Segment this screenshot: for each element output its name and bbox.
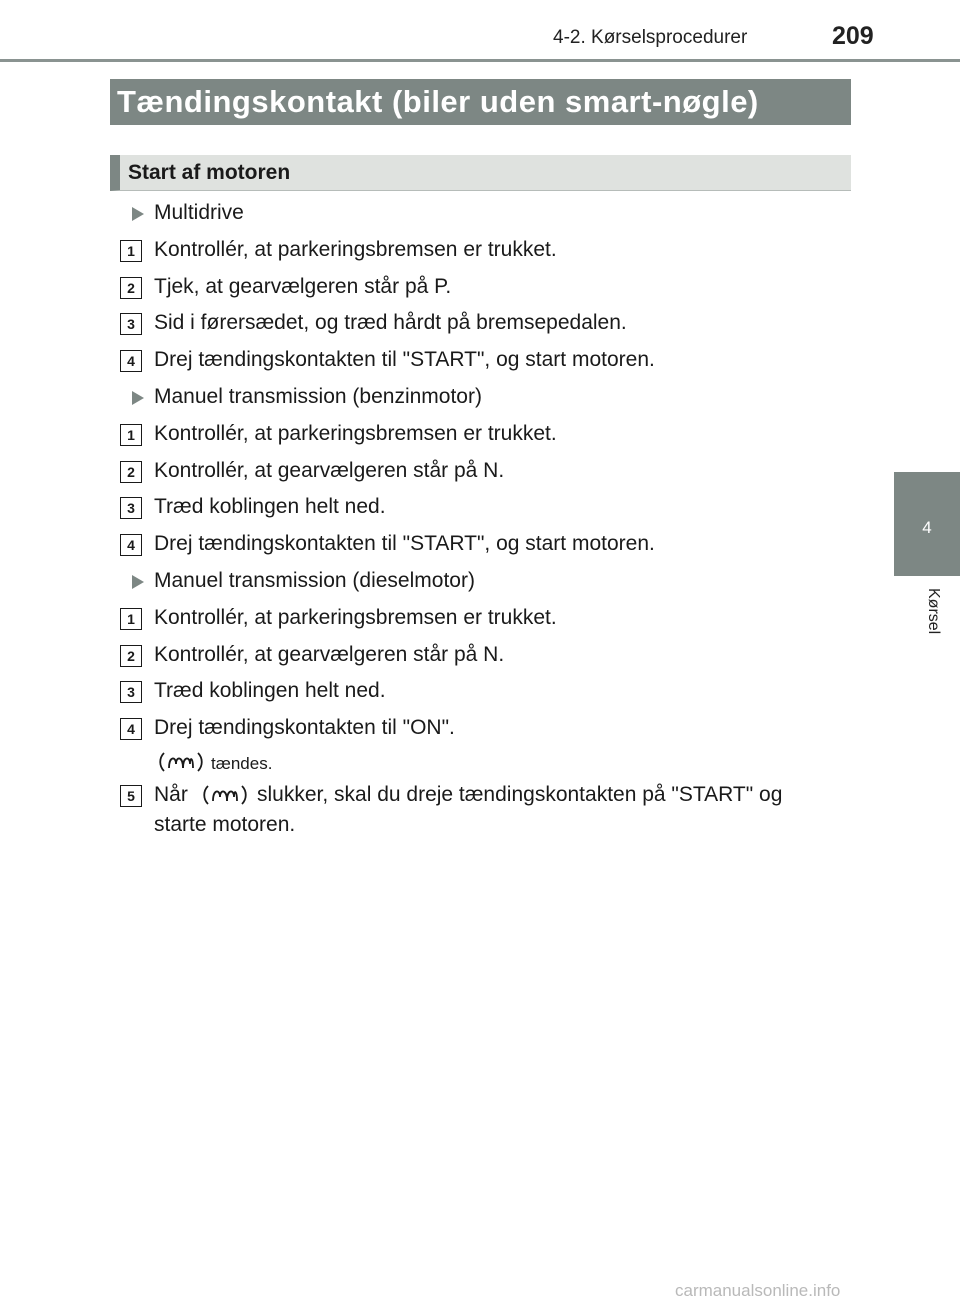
step-text: Træd koblingen helt ned. [154, 679, 386, 702]
glow-plug-indicator-icon [202, 783, 248, 807]
chapter-tab[interactable] [894, 472, 960, 576]
step-number: 1 [120, 240, 142, 262]
step-number: 5 [120, 785, 142, 807]
header-section: 4-2. Kørselsprocedurer [553, 27, 748, 48]
step-number: 1 [120, 424, 142, 446]
step-text: Kontrollér, at parkeringsbremsen er trukket. [154, 422, 557, 445]
step-text: Kontrollér, at gearvælgeren står på N. [154, 643, 505, 666]
section-subheading: Start af motoren [110, 155, 851, 191]
step-text: Kontrollér, at parkeringsbremsen er trukket. [154, 606, 557, 629]
bullet-triangle-icon [132, 575, 144, 589]
step-text: Tjek, at gearvælgeren står på P. [154, 275, 452, 298]
chapter-number: 4 [922, 518, 932, 537]
watermark: carmanualsonline.info [675, 1281, 841, 1300]
group-heading: Manuel transmission (benzinmotor) [154, 385, 482, 408]
step-text: Træd koblingen helt ned. [154, 495, 386, 518]
group-heading: Multidrive [154, 201, 244, 224]
chapter-label-wrap [894, 588, 960, 648]
page-title: Tændingskontakt (biler uden smart-nøgle) [110, 79, 851, 125]
step-number: 4 [120, 350, 142, 372]
step-number: 3 [120, 681, 142, 703]
step-text: Kontrollér, at gearvælgeren står på N. [154, 459, 505, 482]
step-number: 2 [120, 277, 142, 299]
step-number: 3 [120, 313, 142, 335]
step-number: 3 [120, 497, 142, 519]
step-number: 2 [120, 645, 142, 667]
step-text: Kontrollér, at parkeringsbremsen er trukket. [154, 238, 557, 261]
step-number: 2 [120, 461, 142, 483]
glow-plug-indicator-icon [158, 750, 204, 774]
page-number: 209 [832, 22, 874, 50]
step5-text-before: Når [154, 783, 188, 806]
step5-text-after: slukker, skal du dreje tændingskontakten på "START" og [257, 783, 783, 806]
glow-note-text: tændes. [211, 754, 273, 773]
step-number: 1 [120, 608, 142, 630]
bullet-triangle-icon [132, 391, 144, 405]
chapter-label: Kørsel [925, 588, 942, 635]
group-heading: Manuel transmission (dieselmotor) [154, 569, 475, 592]
header-rule [0, 59, 960, 62]
step-number: 4 [120, 534, 142, 556]
step-number: 4 [120, 718, 142, 740]
step5-continuation: starte motoren. [154, 813, 296, 836]
step-text: Drej tændingskontakten til "ON". [154, 716, 455, 739]
step-text: Sid i førersædet, og træd hårdt på bremsepedalen. [154, 311, 627, 334]
step-text: Drej tændingskontakten til "START", og start motoren. [154, 348, 655, 371]
bullet-triangle-icon [132, 207, 144, 221]
step-text: Drej tændingskontakten til "START", og start motoren. [154, 532, 655, 555]
